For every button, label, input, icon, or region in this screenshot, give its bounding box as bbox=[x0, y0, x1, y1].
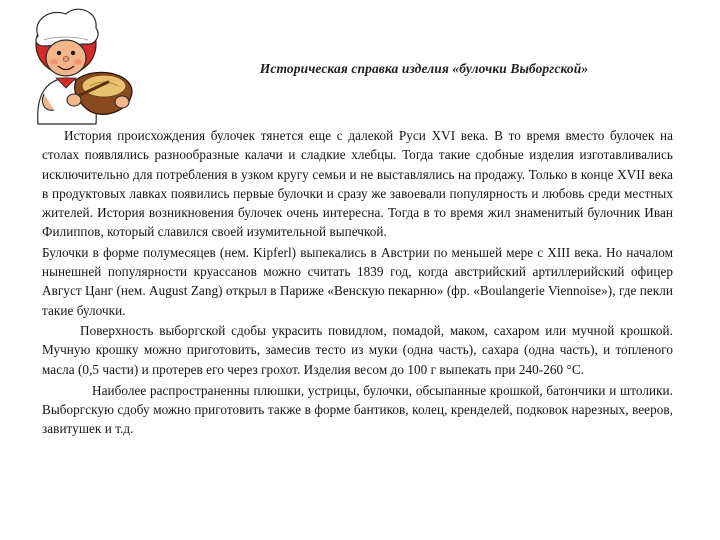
document-body bbox=[42, 126, 673, 439]
paragraph-varieties: Наиболее распространенны плюшки, устрицы, булочки, обсыпанные крошкой, батончики и штолики. Выборгскую сдобу можно приготовить также в форме бантиков, колец, кренделей, подковок нарезных, вееров, завитушек и т.д. bbox=[42, 382, 673, 437]
paragraph-history-origin: История происхождения булочек тянется еще с далекой Руси XVI века. В то время вместо булочек на столах появлялись разнообразные калачи и сладкие хлебцы. Тогда такие сдобные изделия изготавливались исключительно для потребления в узком кругу семьи и не выставлялись на продажу. Только в конце XVII века в продуктовых лавках появились первые булочки и сразу же завоевали популярность и любовь среди местных жителей. История возникновения булочек очень интересна. Тогда в то время жил знаменитый булочник Иван Филиппов, который славился своей изумительной выпечкой. bbox=[42, 128, 673, 240]
paragraph-kipferl: Булочки в форме полумесяцев (нем. Kipferl) выпекались в Австрии по меньшей мере с XIII века. Но началом нынешней популярности круассанов можно считать 1839 год, когда австрийский артиллерийский офицер Август Цанг (нем. August Zang) открыл в Париже «Венскую пекарню» (фр. «Boulangerie Viennoise»), где пекли такие булочки. bbox=[42, 244, 673, 318]
chef-with-bowl-icon bbox=[14, 2, 140, 128]
document-title: Историческая справка изделия «булочки Выборгской» bbox=[259, 61, 589, 76]
paragraph-decoration: Поверхность выборгской сдобы украсить повидлом, помадой, маком, сахаром или мучной крошкой. Мучную крошку можно приготовить, замесив тесто из муки (одна часть), сахара (одна часть), и топленого масла (0,5 части) и протерев его через грохот. Изделия весом до 100 г выпекать при 240-260 °С. bbox=[42, 322, 673, 377]
